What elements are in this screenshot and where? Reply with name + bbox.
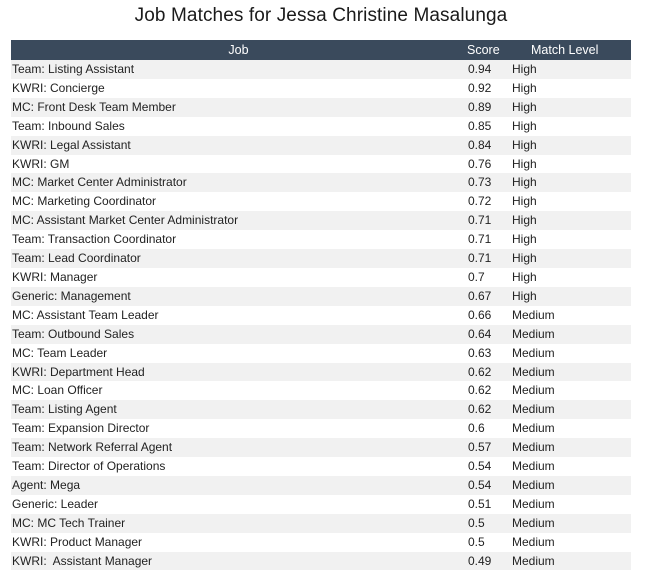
job-cell: KWRI: Product Manager — [12, 534, 143, 549]
job-cell: KWRI: Manager — [12, 269, 98, 284]
job-cell: Agent: Mega — [12, 477, 81, 492]
score-cell: 0.73 — [468, 175, 492, 190]
score-cell: 0.85 — [468, 118, 492, 133]
score-cell: 0.57 — [468, 440, 492, 455]
match-level-cell: High — [512, 288, 537, 303]
match-level-cell: High — [512, 137, 537, 152]
job-matches-table — [11, 40, 631, 570]
job-cell: Team: Listing Assistant — [12, 62, 135, 76]
match-level-cell: High — [512, 251, 537, 266]
job-cell: MC: Marketing Coordinator — [12, 194, 157, 209]
table-row — [11, 495, 631, 514]
match-level-cell: High — [512, 80, 537, 95]
match-level-cell: Medium — [512, 364, 555, 379]
table-row — [11, 155, 631, 174]
match-level-cell: Medium — [512, 534, 555, 549]
match-level-cell: High — [512, 62, 537, 76]
table-header — [11, 40, 631, 60]
job-cell: Team: Inbound Sales — [12, 118, 125, 133]
match-level-cell: Medium — [512, 440, 555, 455]
score-cell: 0.67 — [468, 288, 492, 303]
job-cell: KWRI: Legal Assistant — [12, 137, 131, 152]
score-cell: 0.71 — [468, 232, 492, 247]
score-cell: 0.89 — [468, 99, 492, 114]
table-row — [11, 306, 631, 325]
table-row — [11, 192, 631, 211]
match-level-cell: Medium — [512, 477, 555, 492]
match-level-cell: Medium — [512, 515, 555, 530]
column-header-job: Job — [228, 43, 249, 57]
job-cell: MC: Market Center Administrator — [12, 175, 187, 190]
job-cell: Team: Expansion Director — [12, 421, 150, 436]
job-cell: Team: Listing Agent — [12, 402, 117, 417]
match-level-cell: Medium — [512, 496, 555, 511]
score-cell: 0.62 — [468, 383, 492, 398]
table-row — [11, 117, 631, 136]
score-cell: 0.5 — [468, 534, 485, 549]
table-row — [11, 344, 631, 363]
table-row — [11, 419, 631, 438]
page-title: Job Matches for Jessa Christine Masalunga — [134, 5, 508, 26]
job-cell: Team: Network Referral Agent — [12, 440, 173, 455]
table-row — [11, 400, 631, 419]
score-cell: 0.62 — [468, 402, 492, 417]
score-cell: 0.49 — [468, 553, 492, 568]
score-cell: 0.63 — [468, 345, 492, 360]
score-cell: 0.54 — [468, 459, 492, 474]
score-cell: 0.71 — [468, 251, 492, 266]
table-row — [11, 438, 631, 457]
match-level-cell: Medium — [512, 383, 555, 398]
table-row — [11, 211, 631, 230]
match-level-cell: Medium — [512, 326, 555, 341]
match-level-cell: Medium — [512, 307, 555, 322]
job-cell: Team: Director of Operations — [12, 459, 166, 474]
match-level-cell: High — [512, 175, 537, 190]
score-cell: 0.6 — [468, 421, 485, 436]
score-cell: 0.84 — [468, 137, 492, 152]
table-row — [11, 533, 631, 552]
job-cell: Team: Outbound Sales — [12, 326, 135, 341]
table-row — [11, 457, 631, 476]
header-row — [11, 40, 631, 60]
table-row — [11, 136, 631, 155]
table-row — [11, 268, 631, 287]
score-cell: 0.92 — [468, 80, 492, 95]
table-row — [11, 287, 631, 306]
table-row — [11, 514, 631, 533]
job-cell: KWRI: GM — [12, 156, 70, 171]
table-row — [11, 60, 631, 79]
score-cell: 0.7 — [468, 269, 485, 284]
job-cell: Team: Transaction Coordinator — [12, 232, 177, 247]
score-cell: 0.5 — [468, 515, 485, 530]
table-row — [11, 249, 631, 268]
column-header-score: Score — [467, 43, 500, 57]
job-cell: MC: Loan Officer — [12, 383, 103, 398]
score-cell: 0.66 — [468, 307, 492, 322]
table-row — [11, 363, 631, 382]
job-cell: MC: Front Desk Team Member — [12, 99, 176, 114]
match-level-cell: High — [512, 194, 537, 209]
job-cell: MC: Team Leader — [12, 345, 108, 360]
column-header-match-level: Match Level — [531, 43, 599, 57]
match-level-cell: High — [512, 118, 537, 133]
score-cell: 0.54 — [468, 477, 492, 492]
table-row — [11, 230, 631, 249]
job-cell: KWRI: Concierge — [12, 80, 105, 95]
table-row — [11, 552, 631, 570]
match-level-cell: High — [512, 99, 537, 114]
table-row — [11, 381, 631, 400]
score-cell: 0.51 — [468, 496, 492, 511]
match-level-cell: Medium — [512, 345, 555, 360]
score-cell: 0.94 — [468, 62, 492, 76]
score-cell: 0.76 — [468, 156, 492, 171]
score-cell: 0.72 — [468, 194, 492, 209]
match-level-cell: High — [512, 269, 537, 284]
match-level-cell: High — [512, 213, 537, 228]
match-level-cell: High — [512, 232, 537, 247]
job-cell: MC: Assistant Market Center Administrator — [12, 213, 239, 228]
job-cell: MC: MC Tech Trainer — [12, 515, 126, 530]
score-cell: 0.64 — [468, 326, 492, 341]
match-level-cell: Medium — [512, 553, 555, 568]
job-cell: Generic: Management — [12, 288, 131, 303]
table-row — [11, 79, 631, 98]
table-body — [11, 60, 631, 570]
table-row — [11, 325, 631, 344]
score-cell: 0.62 — [468, 364, 492, 379]
match-level-cell: Medium — [512, 402, 555, 417]
job-cell: KWRI: Department Head — [12, 364, 145, 379]
score-cell: 0.71 — [468, 213, 492, 228]
table-row — [11, 173, 631, 192]
match-level-cell: Medium — [512, 421, 555, 436]
job-cell: Generic: Leader — [12, 496, 99, 511]
job-cell: Team: Lead Coordinator — [12, 251, 141, 266]
table-row — [11, 98, 631, 117]
job-cell: KWRI: Assistant Manager — [12, 553, 153, 568]
match-level-cell: High — [512, 156, 537, 171]
match-level-cell: Medium — [512, 459, 555, 474]
table-row — [11, 476, 631, 495]
job-cell: MC: Assistant Team Leader — [12, 307, 159, 322]
